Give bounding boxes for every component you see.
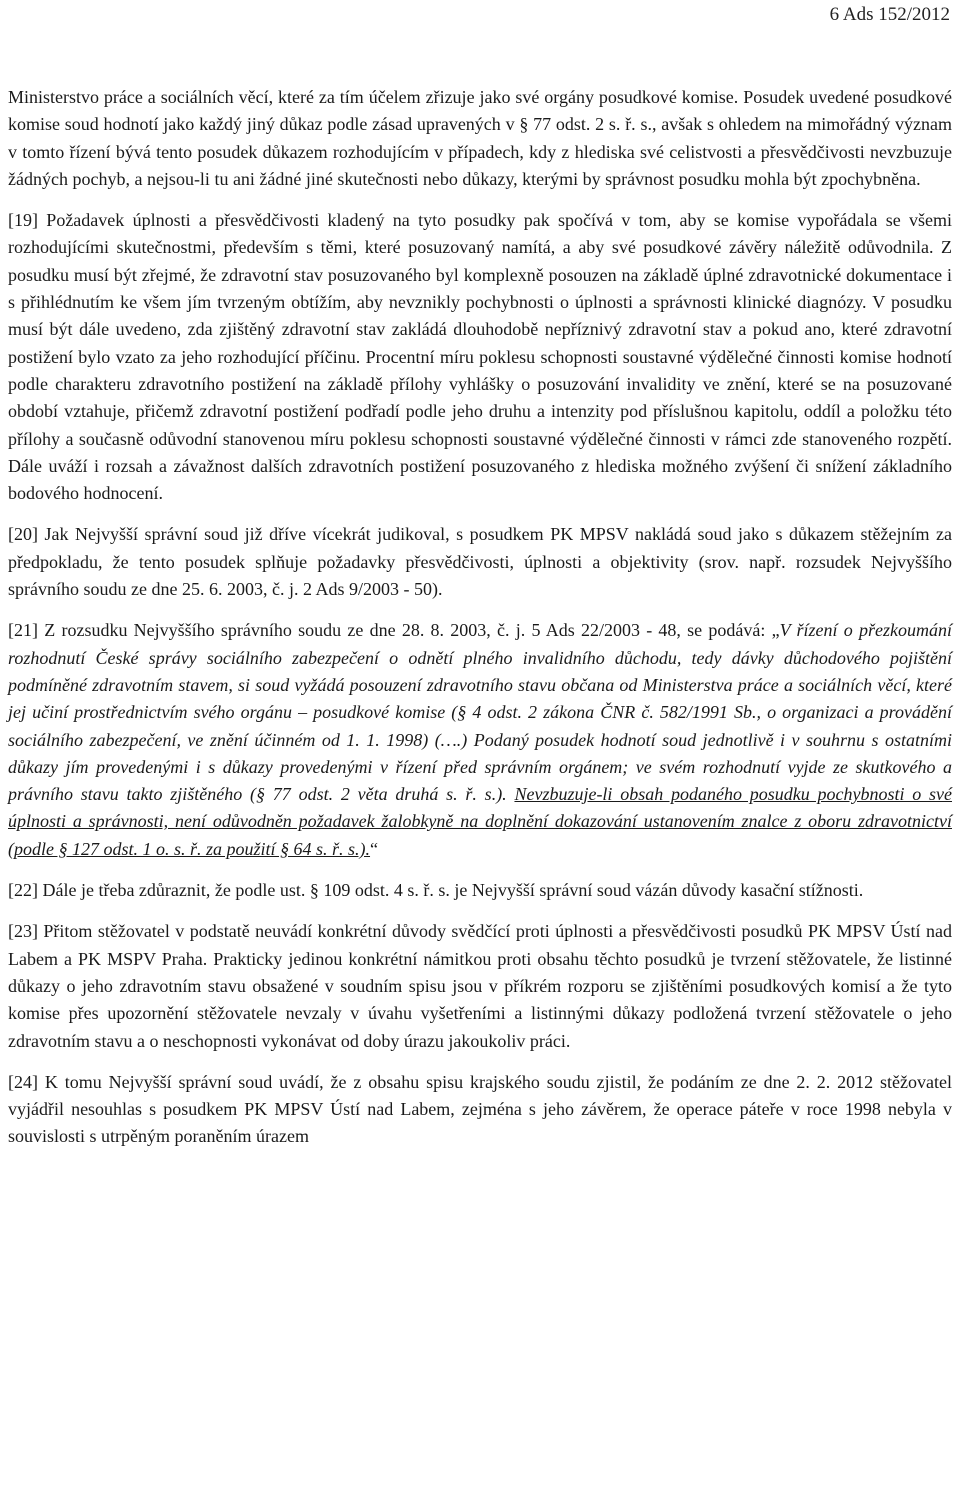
paragraph-21-quote: V řízení o přezkoumání rozhodnutí České správy sociálního zabezpečení o odnětí plného invalidního důchodu, tedy dávky důchodového pojištění podmíněné zdravotním stavem, si soud vyžádá posouzení zdravotního stavu občana od Ministerstva práce a sociálních věcí, které jej učiní prostřednictvím svého orgánu – posudkové komise (§ 4 odst. 2 zákona ČNR č. 582/1991 Sb., o organizaci a provádění sociálního zabezpečení, ve znění účinném od 1. 1. 1998) (….) Podaný posudek hodnotí soud jednotlivě i v souhrnu s ostatními důkazy jím provedenými i s důkazy provedenými v řízení před správním orgánem; ve svém rozhodnutí vyjde ze skutkového a právního stavu takto zjištěného (§ 77 odst. 2 věta druhá s. ř. s.). [8, 620, 952, 805]
paragraph-continuation: Ministerstvo práce a sociálních věcí, které za tím účelem zřizuje jako své orgány posudkové komise. Posudek uvedené posudkové komise soud hodnotí jako každý jiný důkaz podle zásad upravených v § 77 odst. 2 s. ř. s., avšak s ohledem na mimořádný význam v tomto řízení bývá tento posudek důkazem rozhodujícím v případech, kdy z hlediska své celistvosti a přesvědčivosti nevzbuzuje žádných pochyb, a nejsou-li tu ani žádné jiné skutečnosti nebo důkazy, kterými by správnost posudku mohla být zpochybněna. [8, 87, 952, 189]
paragraph-21-underlined-quote: Nevzbuzuje-li obsah podaného posudku pochybnosti o své úplnosti a správnosti, není odůvodněn požadavek žalobkyně na doplnění dokazování ustanovením znalce z oboru zdravotnictví (podle § 127 odst. 1 o. s. ř. za použití § 64 s. ř. s.). [8, 784, 952, 859]
paragraph-24: [24] K tomu Nejvyšší správní soud uvádí, že z obsahu spisu krajského soudu zjistil, že podáním ze dne 2. 2. 2012 stěžovatel vyjádřil nesouhlas s posudkem PK MPSV Ústí nad Labem, zejména s jeho závěrem, že operace páteře v roce 1998 nebyla v souvislosti s utrpěným poraněním úrazem [8, 1071, 952, 1147]
document-body [8, 84, 952, 1165]
case-number-header: 6 Ads 152/2012 [829, 4, 950, 25]
paragraph-21-intro: [21] Z rozsudku Nejvyššího správního soudu ze dne 28. 8. 2003, č. j. 5 Ads 22/2003 - 48, se podává: „ [8, 620, 780, 641]
paragraph-21-close-quote: “ [370, 838, 379, 859]
paragraph-21 [8, 617, 952, 863]
paragraph-19: [19] Požadavek úplnosti a přesvědčivosti kladený na tyto posudky pak spočívá v tom, aby se komise vypořádala se všemi rozhodujícími skutečnostmi, především s těmi, které posuzovaný namítá, a aby své posudkové závěry náležitě odůvodnila. Z posudku musí být zřejmé, že zdravotní stav posuzovaného byl komplexně posouzen na základě úplné zdravotnické dokumentace i s přihlédnutím ke všem jím tvrzeným obtížím, aby nevznikly pochybnosti o úplnosti a správnosti klinické diagnózy. V posudku musí být dále uvedeno, zda zjištěný zdravotní stav zakládá dlouhodobě nepříznivý zdravotní stav a pokud ano, které zdravotní postižení bylo vzato za jeho rozhodující příčinu. Procentní míru poklesu schopnosti soustavné výdělečné činnosti komise hodnotí podle charakteru zdravotního postižení na základě přílohy vyhlášky o posuzování invalidity ve znění, které se na posuzované období vztahuje, přičemž zdravotní postižení podřadí podle jeho druhu a intenzity pod příslušnou kapitolu, oddíl a položku této přílohy a současně odůvodní stanovenou míru poklesu schopnosti soustavné výdělečné činnosti v rámci zde stanoveného rozpětí. Dále uváží i rozsah a závažnost dalších zdravotních postižení posuzovaného z hlediska možného zvýšení či snížení základního bodového hodnocení. [8, 210, 952, 504]
paragraph-23: [23] Přitom stěžovatel v podstatě neuvádí konkrétní důvody svědčící proti úplnosti a přesvědčivosti posudků PK MPSV Ústí nad Labem a PK MSPV Praha. Prakticky jedinou konkrétní námitkou proti obsahu těchto posudků je tvrzení stěžovatele, že listinné důkazy o jeho zdravotním stavu obsažené v soudním spisu jsou v příkrém rozporu se zjištěními posudkových komisí a že tyto komise přes upozornění stěžovatele nevzaly v úvahu vyšetřeními a listinnými důkazy podložená tvrzení stěžovatele o jeho zdravotním stavu a o neschopnosti vykonávat od doby úrazu jakoukoliv práci. [8, 921, 952, 1051]
paragraph-22: [22] Dále je třeba zdůraznit, že podle ust. § 109 odst. 4 s. ř. s. je Nejvyšší správní soud vázán důvody kasační stížnosti. [8, 880, 864, 901]
paragraph-20: [20] Jak Nejvyšší správní soud již dříve vícekrát judikoval, s posudkem PK MPSV nakládá soud jako s důkazem stěžejním za předpokladu, že tento posudek splňuje požadavky přesvědčivosti, úplnosti a objektivity (srov. např. rozsudek Nejvyššího správního soudu ze dne 25. 6. 2003, č. j. 2 Ads 9/2003 - 50). [8, 524, 952, 600]
